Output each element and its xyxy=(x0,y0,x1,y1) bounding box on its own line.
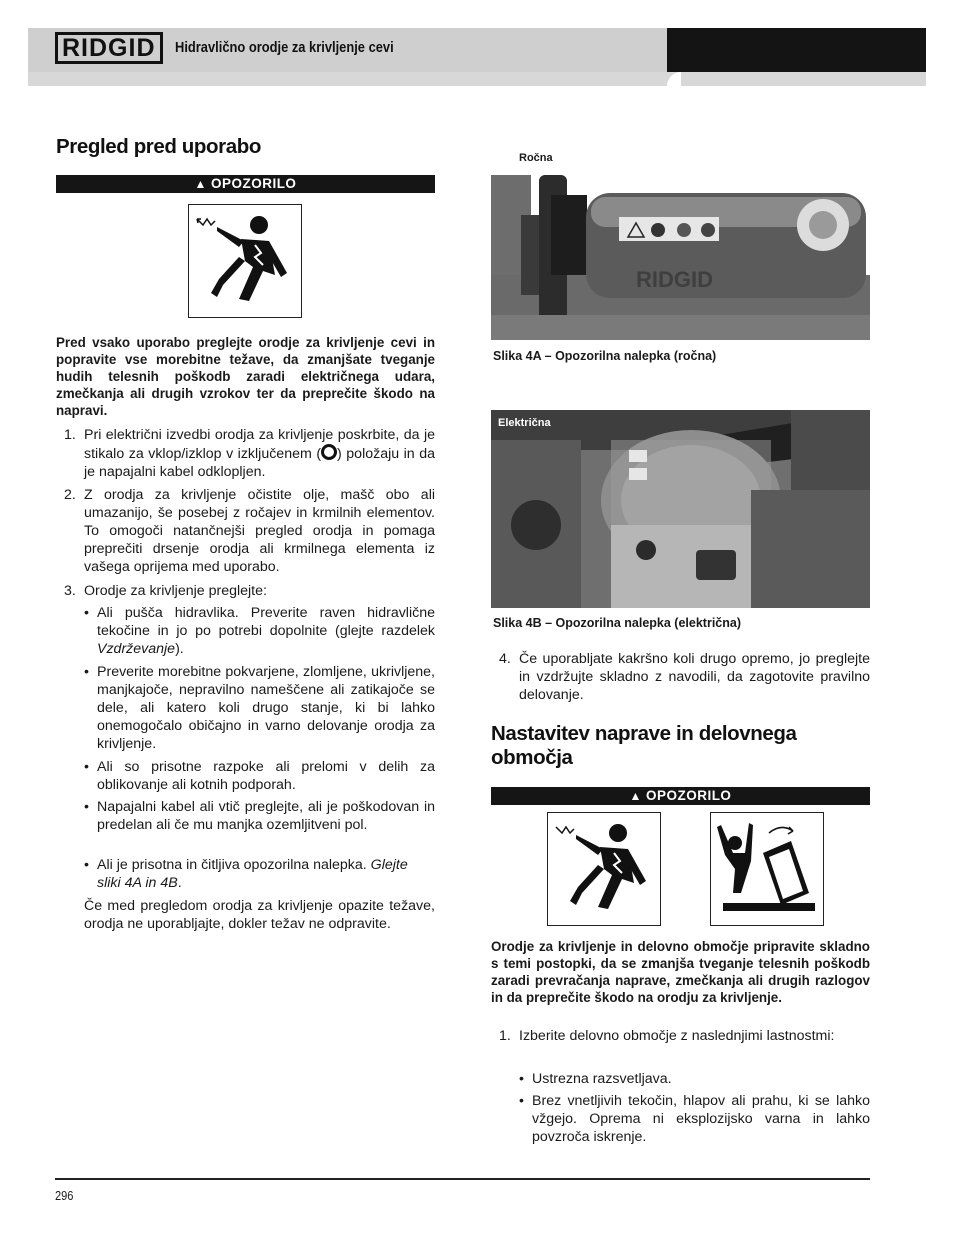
section-heading-inspection: Pregled pred uporabo xyxy=(56,135,261,158)
ridgid-logo: RIDGID xyxy=(55,32,163,64)
inspection-bullet-5: • Ali je prisotna in čitljiva opozorilna nalepka. Glejte sliki 4A in 4B. xyxy=(84,857,408,891)
electric-shock-icon xyxy=(547,812,661,926)
warning-text-inspection: Pred vsako uporabo preglejte orodje za krivljenje cevi in popravite vse morebitne težave, da zmanjšate tveganje hudih telesnih poškodb zaradi električnega udara, zmečkanja ali drugih vzrokov ter da preprečite škodo na napravi. xyxy=(56,335,435,418)
inspection-step-1: 1. Pri električni izvedbi orodja za krivljenje poskrbite, da je stikalo za vklop/izklop v izključenem ( ) položaju in da je napajalni kabel odklopljen. xyxy=(64,427,435,480)
photo-4a-label: Ročna xyxy=(519,152,553,164)
inspection-step-4: 4. Če uporabljate kakršno koli drugo opremo, jo preglejte in vzdržujte skladno z navodili, da zagotovite pravilno delovanje. xyxy=(499,651,870,703)
photo-4b-label: Električna xyxy=(498,417,551,429)
footer-rule xyxy=(55,1178,870,1180)
inspection-bullet-2: • Preverite morebitne pokvarjene, zlomljene, ukrivljene, manjkajoče, nepravilno nameščene ali zatikajoče se dele, ali katero koli drugo stanje, ki bi lahko onemogočalo običajno in varno delovanje orodja za krivljenje. xyxy=(84,664,435,752)
inspection-step-3: 3. Orodje za krivljenje preglejte: xyxy=(64,583,267,599)
photo-4b-electric-bender xyxy=(491,410,870,608)
inspection-bullet-3: • Ali so prisotne razpoke ali prelomi v delih za oblikovanje ali kotnih podporah. xyxy=(84,759,435,793)
inspection-step-2: 2. Z orodja za krivljenje očistite olje, mašč obo ali umazanijo, še posebej z ročajev in krmilnih elementov. To omogoči natančnejši pregled orodja in pomaga preprečiti drsenje orodja ali krmilnega elementa iz vašega oprijema med uporabo. xyxy=(64,487,435,575)
inspection-closing-text: Če med pregledom orodja za krivljenje opazite težave, orodja ne uporabljajte, dokler težav ne odpravite. xyxy=(84,898,435,932)
page-number: 296 xyxy=(55,1188,74,1203)
electric-shock-icon xyxy=(188,204,302,318)
header-black-block xyxy=(667,28,926,72)
figure-4b-caption: Slika 4B – Opozorilna nalepka (električna) xyxy=(493,616,742,630)
header-title: Hidravlično orodje za krivljenje cevi xyxy=(175,39,394,56)
setup-bullet-2: • Brez vnetljivih tekočin, hlapov ali prahu, ki se lahko vžgejo. Oprema ni eksplozijsko varna in lahko povzroča iskrenje. xyxy=(519,1093,870,1145)
setup-bullet-1: • Ustrezna razsvetljava. xyxy=(519,1071,672,1087)
warning-bar-setup: ▲ OPOZORILO xyxy=(491,787,870,805)
setup-step-1: 1. Izberite delovno območje z naslednjimi lastnostmi: xyxy=(499,1028,835,1044)
off-symbol-icon xyxy=(321,444,337,460)
figure-4a-caption: Slika 4A – Opozorilna nalepka (ročna) xyxy=(493,349,717,363)
warning-triangle-icon: ▲ xyxy=(194,177,207,191)
warning-triangle-icon: ▲ xyxy=(629,789,642,803)
photo-4a-manual-bender xyxy=(491,175,870,340)
warning-bar: ▲ OPOZORILO xyxy=(56,175,435,193)
header-underline xyxy=(28,72,926,86)
inspection-bullet-1: • Ali pušča hidravlika. Preverite raven hidravlične tekočine in jo po potrebi dopolnite (glejte razdelek Vzdrževanje). xyxy=(84,605,435,657)
inspection-bullet-4: • Napajalni kabel ali vtič preglejte, ali je poškodovan in predelan ali če mu manjka ozemljitveni pol. xyxy=(84,799,435,833)
tip-over-crush-icon xyxy=(710,812,824,926)
warning-text-setup: Orodje za krivljenje in delovno območje pripravite skladno s temi postopki, da se zmanjša tveganje telesnih poškodb zaradi prevračanja naprave, zmečkanja ali drugih razlogov in da preprečite škodo na orodju za krivljenje. xyxy=(491,939,870,1005)
section-heading-setup: Nastavitev naprave in delovnega območja xyxy=(491,722,797,769)
photo-4a-brand-text: RIDGID xyxy=(636,267,713,292)
